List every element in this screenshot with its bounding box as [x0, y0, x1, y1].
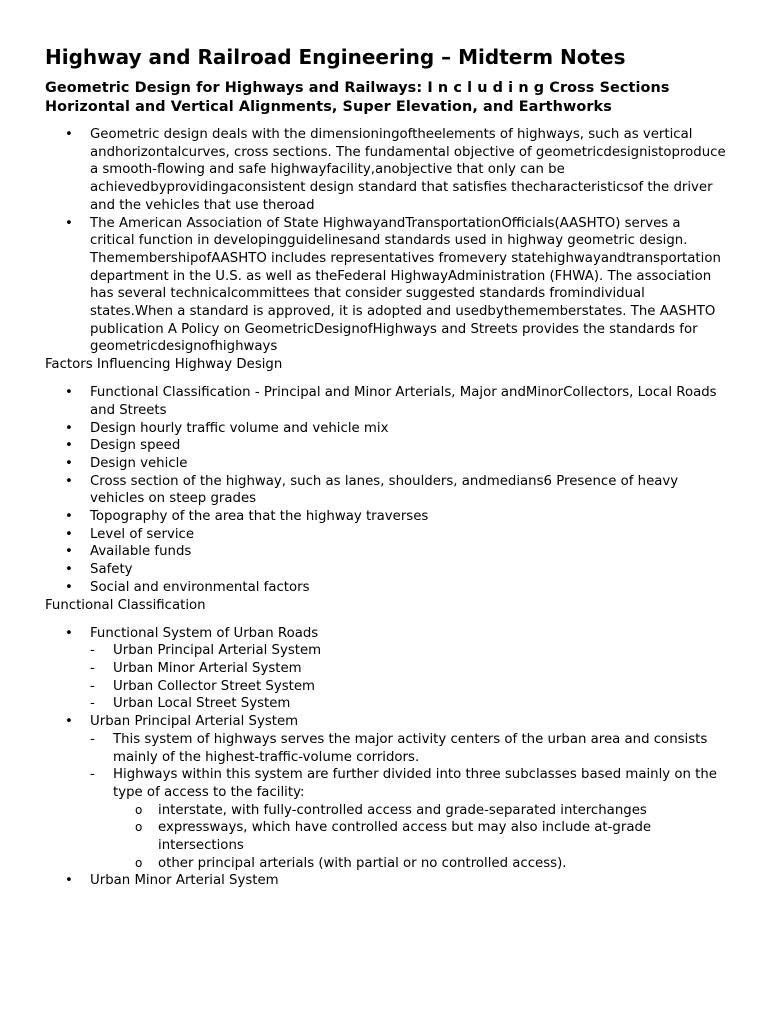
sublist-item: [90, 695, 728, 713]
list-item: [45, 437, 728, 455]
bullet-icon: •: [65, 579, 73, 595]
list-item-text: Functional System of Urban Roads: [90, 625, 319, 641]
dash-icon: -: [90, 767, 95, 783]
subclass-item: [113, 802, 728, 820]
list-item: [45, 579, 728, 597]
list-item-text: Functional Classification - Principal and Minor Arterials, Major andMinorCollectors, Local Roads and Streets: [90, 385, 717, 418]
bullet-icon: •: [65, 509, 73, 525]
bullet-icon: •: [65, 438, 73, 454]
dash-icon: -: [90, 696, 95, 712]
factors-heading: Factors Influencing Highway Design: [45, 357, 283, 373]
sublist-item: [90, 678, 728, 696]
functional-heading: Functional Classification: [45, 597, 206, 613]
document-subtitle: Geometric Design for Highways and Railways: I n c l u d i n g Cross Sections Horizontal and Vertical Alignments, Super Elevation, and Earthworks: [45, 80, 670, 115]
bullet-icon: •: [65, 714, 73, 730]
list-item: [45, 455, 728, 473]
sublist-item: [90, 642, 728, 660]
subclass-item: [113, 855, 728, 873]
list-item-text: Topography of the area that the highway traverses: [90, 509, 429, 525]
list-item-text: Level of service: [90, 526, 194, 542]
list-item: [45, 625, 728, 714]
circle-bullet-icon: o: [135, 820, 143, 835]
list-item-text: Urban Principal Arterial System: [90, 714, 299, 730]
subclass-list: [113, 802, 728, 873]
bullet-icon: •: [65, 873, 73, 889]
subclass-item-text: interstate, with fully-controlled access and grade-separated interchanges: [158, 802, 647, 818]
principal-sublist: [90, 731, 728, 873]
list-item-text: Safety: [90, 562, 133, 578]
bullet-icon: •: [65, 385, 73, 401]
list-item: [45, 872, 728, 890]
dash-icon: -: [90, 643, 95, 659]
dash-icon: -: [90, 660, 95, 676]
list-item: [45, 473, 728, 508]
bullet-icon: •: [65, 526, 73, 542]
list-item: [45, 543, 728, 561]
bullet-icon: •: [65, 420, 73, 436]
sublist-item-text: This system of highways serves the major activity centers of the urban area and consists mainly of the highest-traffic-volume corridors.: [113, 731, 708, 765]
list-item: [45, 420, 728, 438]
list-item: [45, 384, 728, 419]
list-item: [45, 126, 728, 215]
subclass-item-text: expressways, which have controlled access but may also include at-grade intersections: [158, 820, 652, 854]
bullet-icon: •: [65, 215, 73, 231]
list-item: [45, 508, 728, 526]
list-item: [45, 526, 728, 544]
sublist-item-text: Urban Principal Arterial System: [113, 643, 322, 659]
bullet-icon: •: [65, 127, 73, 142]
list-item-text: Design speed: [90, 438, 181, 454]
list-item-text: Cross section of the highway, such as lanes, shoulders, andmedians6 Presence of heavy vehicles on steep grades: [90, 473, 679, 507]
sublist-item: [90, 660, 728, 678]
list-item-text: The American Association of State HighwayandTransportationOfficials(AASHTO) serves a critical function in developingguidelinesand standards used in highway geometric design. ThemembershipofAASHTO includes representatives fromevery statehighwayandtransportation department in the U.S. as well as theFederal HighwayAdministration (FHWA). The association has several technicalcommittees that consider suggested standards fromindividual states.When a standard is approved, it is adopted and usedbythememberstates. The AASHTO publication A Policy on GeometricDesignofHighways and Streets provides the standards for geometricdesignofhighways: [90, 215, 721, 355]
bullet-icon: •: [65, 625, 73, 641]
urban-roads-sublist: [90, 642, 728, 713]
intro-list: [45, 126, 728, 356]
list-item-text: Available funds: [90, 544, 192, 560]
sublist-item-text: Urban Minor Arterial System: [113, 660, 302, 676]
circle-bullet-icon: o: [135, 802, 143, 817]
list-item: [45, 561, 728, 579]
bullet-icon: •: [65, 544, 73, 560]
sublist-item: [90, 731, 728, 766]
sublist-item-text: Highways within this system are further divided into three subclasses based mainly on the type of access to the facility:: [113, 767, 717, 800]
subclass-item-text: other principal arterials (with partial or no controlled access).: [158, 855, 567, 871]
list-item-text: Design vehicle: [90, 455, 188, 471]
bullet-icon: •: [65, 562, 73, 578]
list-item-text: Social and environmental factors: [90, 579, 310, 595]
sublist-item: [90, 766, 728, 872]
list-item: [45, 215, 728, 357]
list-item-text: Design hourly traffic volume and vehicle mix: [90, 420, 389, 436]
functional-list: [45, 625, 728, 891]
sublist-item-text: Urban Local Street System: [113, 696, 291, 712]
factors-list: [45, 384, 728, 596]
bullet-icon: •: [65, 473, 73, 489]
list-item-text: Urban Minor Arterial System: [90, 873, 279, 889]
sublist-item-text: Urban Collector Street System: [113, 678, 315, 694]
bullet-icon: •: [65, 455, 73, 471]
dash-icon: -: [90, 678, 95, 694]
document-title: Highway and Railroad Engineering – Midterm Notes: [45, 45, 626, 69]
list-item-text: Geometric design deals with the dimensioningoftheelements of highways, such as vertical andhorizontalcurves, cross sections. The fundamental objective of geometricdesignistoproduce a smooth-flowing and safe highwayfacility,anobjective that only can be achievedbyprovidingaconsistent design standard that satisfies thecharacteristicsof the driver and the vehicles that use theroad: [90, 127, 726, 213]
dash-icon: -: [90, 731, 95, 747]
circle-bullet-icon: o: [135, 855, 143, 870]
list-item: [45, 713, 728, 872]
subclass-item: [113, 819, 728, 854]
